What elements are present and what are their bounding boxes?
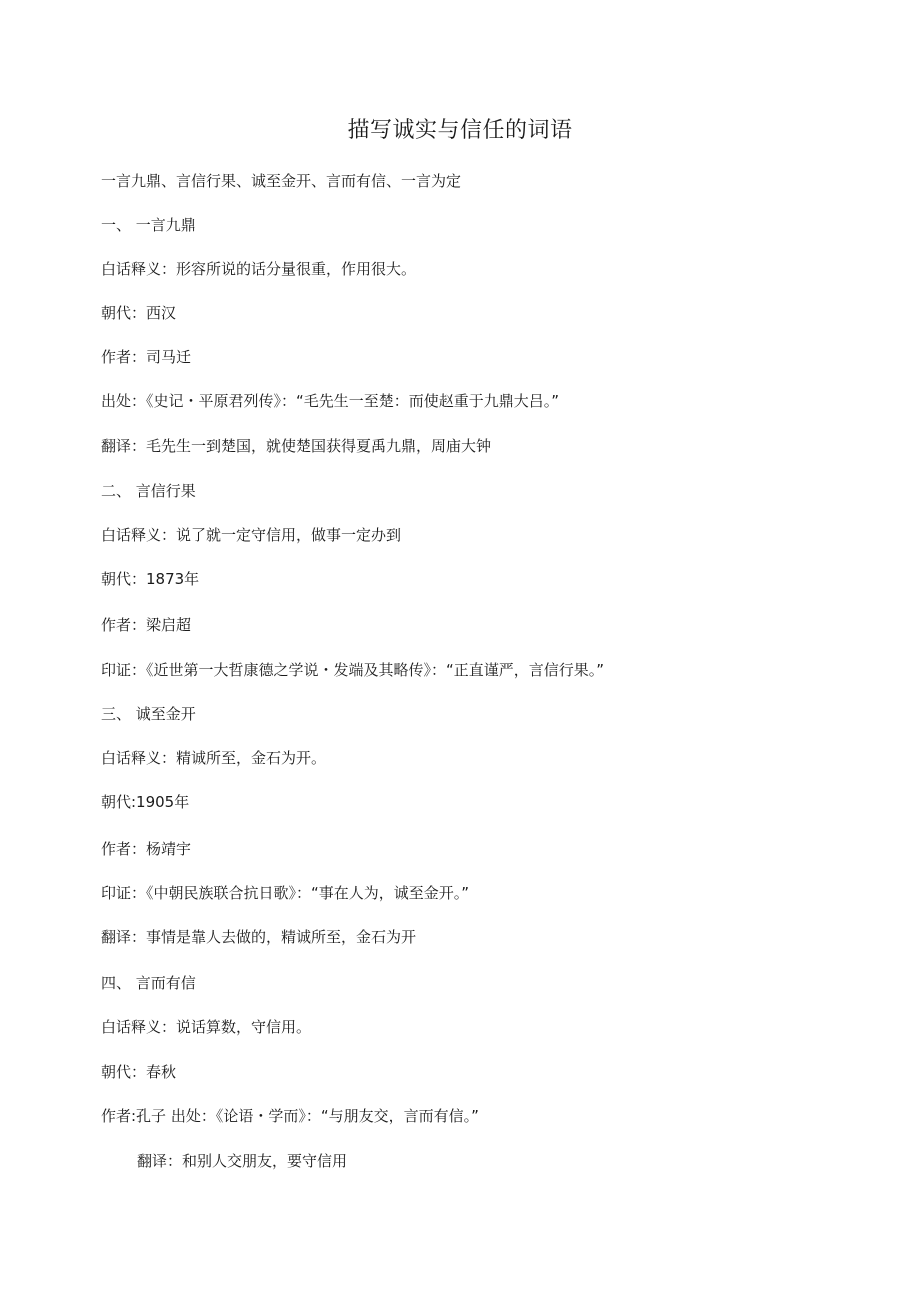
definition-line: 白话释义：说话算数，守信用。 [101,1018,312,1036]
section-heading-1: 一、 一言九鼎 [101,216,196,234]
definition-line: 白话释义：精诚所至，金石为开。 [101,749,327,767]
evidence-line: 印证：《近世第一大哲康德之学说・发端及其略传》：“正直谨严，言信行果。” [101,661,605,679]
definition-line: 白话释义：形容所说的话分量很重，作用很大。 [101,260,417,278]
author-line: 作者：杨靖宇 [101,840,192,858]
definition-line: 白话释义：说了就一定守信用，做事一定办到 [101,526,402,544]
author-line: 作者：司马迁 [101,348,192,366]
translation-line: 翻译：毛先生一到楚国，就使楚国获得夏禹九鼎，周庙大钟 [101,437,492,455]
source-line: 出处：《史记・平原君列传》：“毛先生一至楚：而使赵重于九鼎大吕。” [101,392,560,410]
author-line: 作者：梁启超 [101,616,192,634]
section-heading-4: 四、 言而有信 [101,974,196,992]
evidence-line: 印证：《中朝民族联合抗日歌》：“事在人为，诚至金开。” [101,884,470,902]
translation-line: 翻译：事情是靠人去做的，精诚所至，金石为开 [101,928,417,946]
section-heading-3: 三、 诚至金开 [101,705,196,723]
section-heading-2: 二、 言信行果 [101,482,196,500]
dynasty-line: 朝代：西汉 [101,304,177,322]
document-title: 描写诚实与信任的词语 [347,118,573,143]
dynasty-line: 朝代：1873年 [101,570,200,588]
translation-line: 翻译：和别人交朋友，要守信用 [137,1152,348,1170]
dynasty-line: 朝代:1905年 [101,793,190,811]
idiom-summary-line: 一言九鼎、言信行果、诚至金开、言而有信、一言为定 [101,172,462,190]
author-source-line: 作者:孔子 出处：《论语・学而》：“与朋友交，言而有信。” [101,1107,479,1125]
dynasty-line: 朝代：春秋 [101,1063,177,1081]
